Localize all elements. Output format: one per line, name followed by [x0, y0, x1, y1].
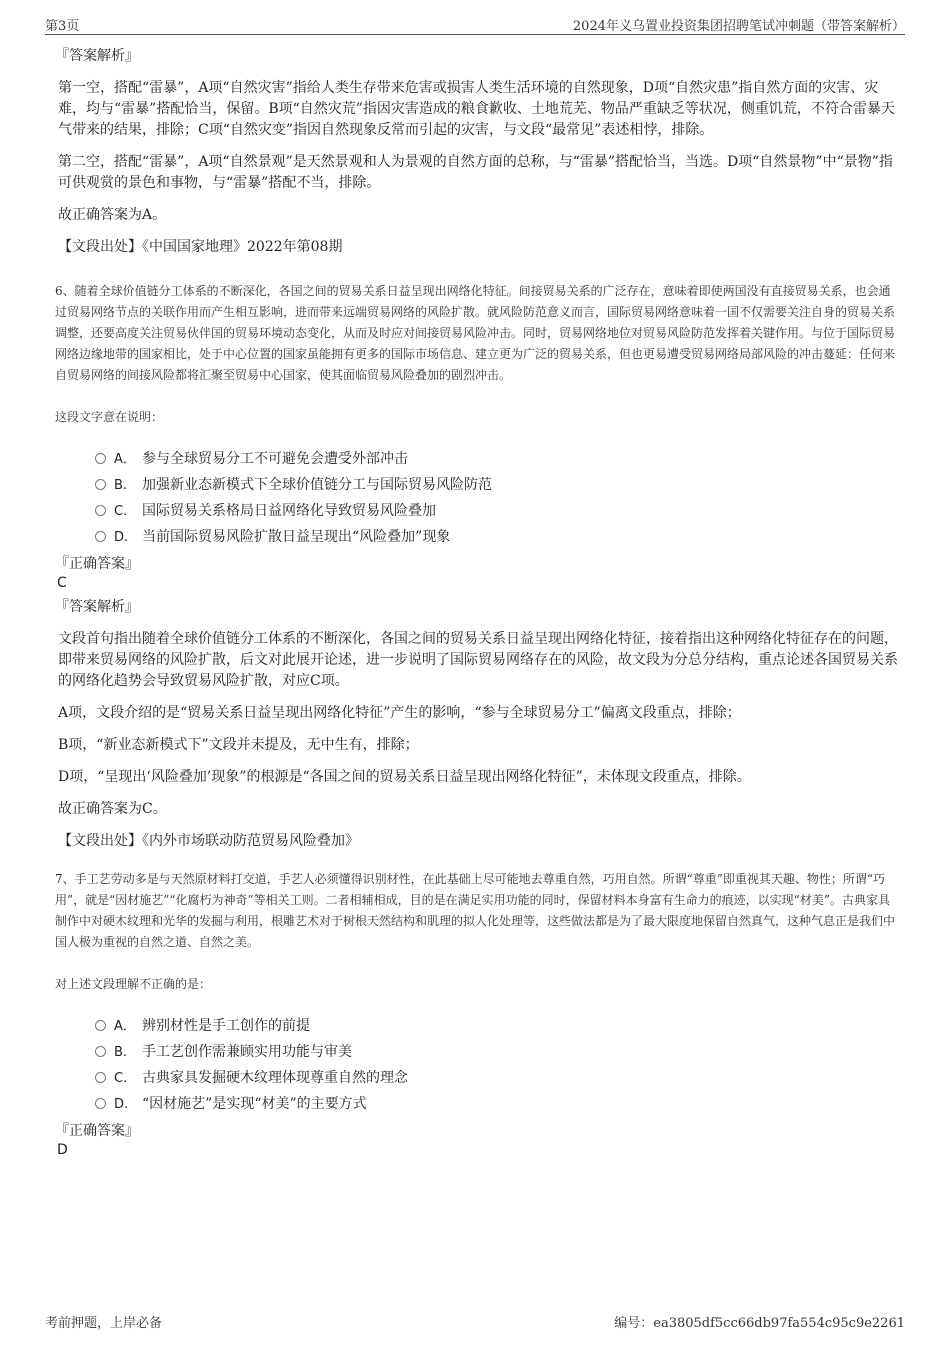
page-number: 第3页 — [45, 19, 80, 34]
radio-button-icon[interactable] — [95, 1072, 106, 1083]
q6-option-d[interactable] — [95, 524, 900, 550]
radio-button-icon[interactable] — [95, 505, 106, 516]
q6-option-b[interactable] — [95, 472, 900, 498]
q6-text: 6、随着全球价值链分工体系的不断深化，各国之间的贸易关系日益呈现出网络化特征。间接贸易关系的广泛存在，意味着即使两国没有直接贸易关系，也会通过贸易网络节点的关联作用而产生相互影响，进而带来远端贸易网络的风险扩散。就风险防范意义而言，国际贸易网络意味着一国不仅需要关注自身的贸易关系调整，还要高度关注贸易伙伴国的贸易环境动态变化，从而及时应对间接贸易风险冲击。同时，贸易网络地位对贸易风险防范发挥着关键作用。与位于国际贸易网络边缘地带的国家相比，处于中心位置的国家虽能拥有更多的国际市场信息、建立更为广泛的贸易关系，但也更易遭受贸易网络局部风险的冲击蔓延：任何来自贸易网络的间接风险都将汇聚至贸易中心国家，使其面临贸易风险叠加的剧烈冲击。 — [55, 284, 896, 382]
option-letter: B. — [114, 1045, 128, 1060]
option-text: 手工艺创作需兼顾实用功能与审美 — [142, 1044, 352, 1060]
option-text: “因材施艺”是实现“材美”的主要方式 — [142, 1096, 367, 1112]
q7-answer-label: 『正确答案』 — [55, 1123, 139, 1139]
q5-explanation-paragraph: 第二空，搭配“雷暴”，A项“自然景观”是天然景观和人为景观的自然方面的总称，与“雷暴”搭配恰当，当选。D项“自然景物”中“景物”指可供观赏的景色和事物，与“雷暴”搭配不当，排除。 — [58, 154, 893, 191]
option-letter: A． — [114, 452, 136, 467]
q5-explanation — [58, 78, 900, 226]
q7-prompt: 对上述文段理解不正确的是： — [55, 977, 212, 991]
q6-explanation — [58, 629, 900, 820]
q5-explanation-section — [55, 46, 900, 257]
footer-slogan: 考前押题，上岸必备 — [45, 1316, 163, 1331]
option-text: 辨别材性是手工创作的前提 — [142, 1018, 310, 1034]
q5-explanation-paragraph: 故正确答案为A。 — [58, 207, 167, 223]
question-6 — [55, 281, 900, 851]
q6-option-a[interactable] — [95, 446, 900, 472]
option-text: 加强新业态新模式下全球价值链分工与国际贸易风险防范 — [142, 477, 492, 493]
document-id: 编号：ea3805df5cc66db97fa554c95c9e2261 — [614, 1316, 905, 1331]
option-text: 古典家具发掘硬木纹理体现尊重自然的理念 — [142, 1070, 408, 1086]
radio-button-icon[interactable] — [95, 1098, 106, 1109]
q7-option-c[interactable] — [95, 1065, 900, 1091]
option-text: 参与全球贸易分工不可避免会遭受外部冲击 — [142, 451, 408, 467]
q6-explanation-label: 『答案解析』 — [55, 599, 139, 615]
option-letter: B. — [114, 478, 128, 493]
question-7 — [55, 869, 900, 1159]
q7-option-d[interactable] — [95, 1091, 900, 1117]
q6-explanation-paragraph: A项，文段介绍的是“贸易关系日益呈现出网络化特征”产生的影响，“参与全球贸易分工”偏离文段重点，排除； — [58, 705, 741, 721]
radio-button-icon[interactable] — [95, 531, 106, 542]
q6-answer-label: 『正确答案』 — [55, 556, 139, 572]
q6-explanation-paragraph: D项，“呈现出‘风险叠加’现象”的根源是“各国之间的贸易关系日益呈现出网络化特征”，未体现文段重点，排除。 — [58, 769, 751, 785]
q6-prompt: 这段文字意在说明： — [55, 410, 164, 424]
option-text: 国际贸易关系格局日益网络化导致贸易风险叠加 — [142, 503, 436, 519]
option-letter: C. — [114, 504, 128, 519]
q5-explanation-paragraph: 第一空，搭配“雷暴”，A项“自然灾害”指给人类生存带来危害或损害人类生活环境的自然现象，D项“自然灾患”指自然方面的灾害、灾难，均与“雷暴”搭配恰当，保留。B项“自然灾荒”指因灾害造成的粮食歉收、土地荒芜、物品严重缺乏等状况，侧重饥荒，不符合雷暴天气带来的结果，排除；C项“自然灾变”指因自然现象反常而引起的灾害，与文段“最常见”表述相悖，排除。 — [58, 80, 895, 138]
option-text: 当前国际贸易风险扩散日益呈现出“风险叠加”现象 — [142, 529, 451, 545]
radio-button-icon[interactable] — [95, 1020, 106, 1031]
q7-text: 7、手工艺劳动多是与天然原材料打交道，手艺人必须懂得识别材性，在此基础上尽可能地去尊重自然，巧用自然。所谓“尊重”即重视其天趣、物性；所谓“巧用”，就是“因材施艺”“化腐朽为神奇”等相关工则。二者相辅相成，目的是在满足实用功能的同时，保留材料本身富有生命力的痕迹，以实现“材美”。古典家具制作中对硬木纹理和光华的发掘与利用，根雕艺术对于树根天然结构和肌理的拟人化处理等，这些做法都是为了最大限度地保留自然真气，这种气息正是我们中国人极为重视的自然之道、自然之美。 — [55, 872, 896, 949]
q6-source: 【文段出处】《内外市场联动防范贸易风险叠加》 — [58, 833, 359, 849]
q7-option-a[interactable] — [95, 1013, 900, 1039]
radio-button-icon[interactable] — [95, 479, 106, 490]
q7-answer: D — [57, 1142, 68, 1158]
option-letter: D. — [114, 1097, 129, 1112]
option-letter: A． — [114, 1019, 136, 1034]
document-title: 2024年义乌置业投资集团招聘笔试冲刺题（带答案解析） — [572, 19, 905, 34]
radio-button-icon[interactable] — [95, 453, 106, 464]
q5-explanation-label: 『答案解析』 — [55, 48, 139, 64]
option-letter: C. — [114, 1071, 128, 1086]
page-header — [45, 12, 905, 35]
q6-option-c[interactable] — [95, 498, 900, 524]
page-content — [55, 46, 900, 1159]
q6-explanation-paragraph: 文段首句指出随着全球价值链分工体系的不断深化，各国之间的贸易关系日益呈现出网络化特征，接着指出这种网络化特征存在的问题，即带来贸易网络的风险扩散，后文对此展开论述，进一步说明了国际贸易网络存在的风险，故文段为分总分结构，重点论述各国贸易关系的网络化趋势会导致贸易风险扩散，对应C项。 — [58, 631, 898, 689]
q7-option-b[interactable] — [95, 1039, 900, 1065]
q6-explanation-paragraph: B项，“新业态新模式下”文段并未提及，无中生有，排除； — [58, 737, 419, 753]
q5-source: 【文段出处】《中国国家地理》2022年第08期 — [58, 239, 343, 255]
option-letter: D. — [114, 530, 129, 545]
q6-answer: C — [57, 575, 67, 591]
q6-explanation-paragraph: 故正确答案为C。 — [58, 801, 167, 817]
q6-options — [95, 446, 900, 550]
radio-button-icon[interactable] — [95, 1046, 106, 1057]
q7-options — [95, 1013, 900, 1117]
